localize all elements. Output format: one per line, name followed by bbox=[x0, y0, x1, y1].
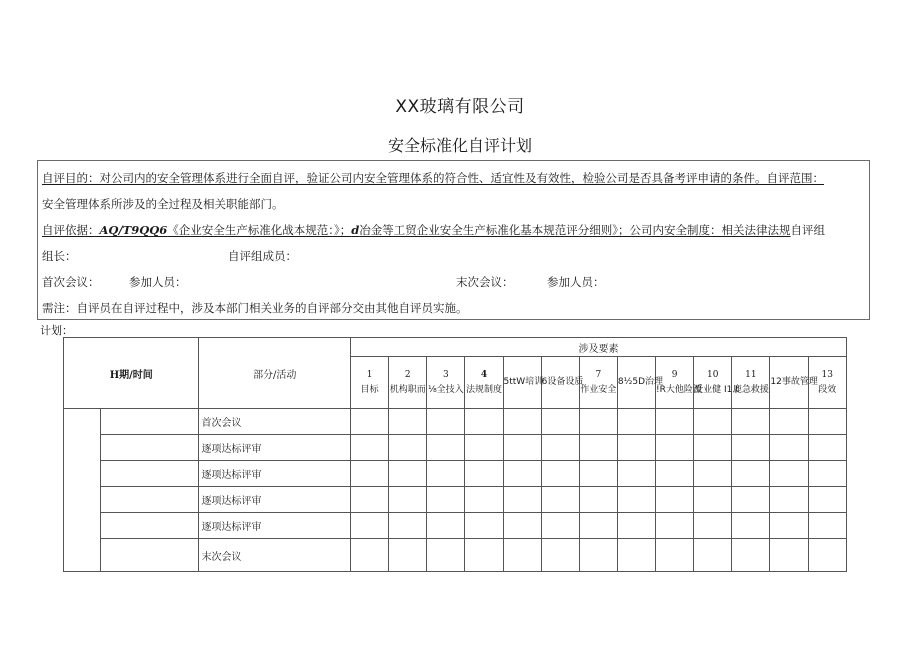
meeting-line bbox=[42, 274, 862, 290]
scope-label: 自评范围： bbox=[766, 171, 824, 185]
time-cell[interactable] bbox=[101, 461, 199, 487]
table-row bbox=[64, 409, 847, 435]
element-6: 6设备设质 bbox=[541, 357, 579, 409]
first-meeting-label: 首次会议： bbox=[42, 275, 100, 289]
participants-label-2: 参加人员： bbox=[547, 275, 605, 289]
basis-text: 《企业安全生产标准化战本规范：》； bbox=[167, 223, 352, 237]
elements-header: 涉及要素 bbox=[351, 338, 847, 357]
purpose-text: 自评目的：对公司内的安全管理体系进行全面自评，验证公司内安全管理体系的符合性、适宜性及有效性，检验公司是否具备考评申请的条件。 bbox=[42, 171, 767, 185]
plan-table bbox=[63, 337, 847, 572]
info-box bbox=[37, 160, 870, 320]
element-5: 5ttW培训 bbox=[503, 357, 541, 409]
element-3: 3 ⅛全技入 bbox=[427, 357, 465, 409]
table-row bbox=[64, 513, 847, 539]
table-row bbox=[64, 461, 847, 487]
time-cell[interactable] bbox=[101, 539, 199, 572]
activity-cell: 首次会议 bbox=[199, 409, 351, 435]
note-line: 需注：自评员在自评过程中，涉及本部门相关业务的自评部分交由其他自评员实施。 bbox=[42, 301, 468, 315]
element-10: 10 受业健 I1.t bbox=[694, 357, 732, 409]
element-13: 13 段效 bbox=[808, 357, 846, 409]
time-cell[interactable] bbox=[101, 513, 199, 539]
time-cell[interactable] bbox=[101, 409, 199, 435]
group-line bbox=[42, 248, 297, 264]
basis-label: 自评依据： bbox=[42, 223, 100, 237]
scope-line: 安全管理体系所涉及的全过程及相关职能部门。 bbox=[42, 197, 284, 211]
activity-cell: 逐项达标评审 bbox=[199, 435, 351, 461]
element-12: 12事故管理 bbox=[770, 357, 808, 409]
element-9: 9 !R大他险源 bbox=[656, 357, 694, 409]
members-label: 自评组成员： bbox=[228, 249, 297, 263]
activity-cell: 逐项达标评审 bbox=[199, 513, 351, 539]
date-header: H期/时间 bbox=[64, 338, 199, 409]
plan-label: 计划： bbox=[40, 324, 73, 337]
element-1: 1 目标 bbox=[351, 357, 389, 409]
activity-cell: 逐项达标评审 bbox=[199, 461, 351, 487]
time-cell[interactable] bbox=[101, 435, 199, 461]
time-cell[interactable] bbox=[101, 487, 199, 513]
table-row bbox=[64, 539, 847, 572]
basis-tail: 自评组 bbox=[790, 223, 826, 237]
element-7: 7 作业安全 bbox=[579, 357, 617, 409]
company-name: XX玻璃有限公司 bbox=[395, 97, 525, 117]
element-8: 8½5D治理 bbox=[617, 357, 655, 409]
leader-label: 组长： bbox=[42, 249, 77, 263]
table-row bbox=[64, 435, 847, 461]
document-title: 安全标准化自评计划 bbox=[387, 136, 532, 155]
element-2: 2 机构职而 bbox=[389, 357, 427, 409]
basis-code2: d bbox=[351, 223, 360, 237]
activity-cell: 末次会议 bbox=[199, 539, 351, 572]
basis-line bbox=[42, 222, 825, 238]
last-meeting-label: 末次会议： bbox=[456, 275, 514, 289]
table-row bbox=[64, 487, 847, 513]
element-11: 11 鹿急救援 bbox=[732, 357, 770, 409]
element-4: 4 法规制度 bbox=[465, 357, 503, 409]
activity-cell: 逐项达标评审 bbox=[199, 487, 351, 513]
participants-label-1: 参加人员： bbox=[129, 275, 187, 289]
basis-text2: 冶金等工贸企业安全生产标准化基本规范评分细则》；公司内安全制度：相关法律法规 bbox=[359, 223, 791, 237]
date-cell[interactable] bbox=[64, 409, 101, 572]
basis-code: AQ∕T9QQ6 bbox=[99, 223, 168, 237]
header-row-top bbox=[64, 338, 847, 357]
dept-header: 部分/活动 bbox=[199, 338, 351, 409]
purpose-line bbox=[42, 170, 824, 186]
